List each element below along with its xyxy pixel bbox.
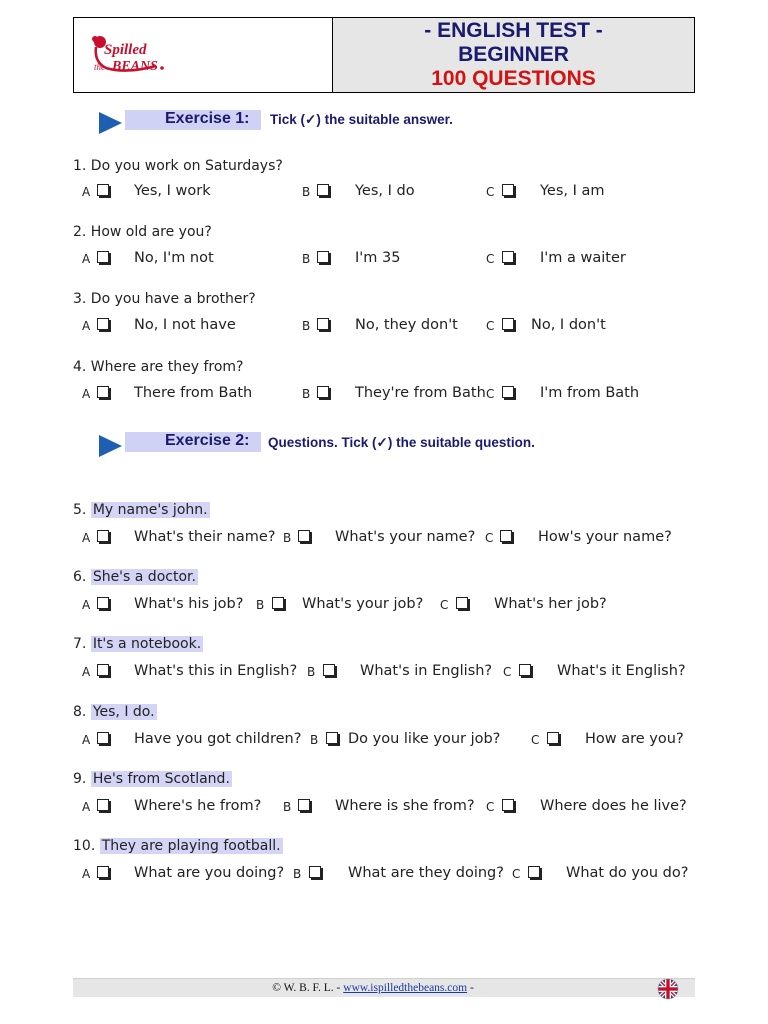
ex2-q6-option-c-letter: C: [512, 867, 521, 881]
ex2-q3-option-a-checkbox[interactable]: [97, 664, 109, 676]
ex1-q4-option-b-text: They're from Bath: [355, 385, 486, 401]
ex2-q6-option-a-text: What are you doing?: [134, 865, 285, 881]
highlighted-statement: My name's john.: [92, 502, 208, 518]
ex1-q2-option-b-text: I'm 35: [355, 250, 401, 266]
ex2-q2-option-a-text: What's his job?: [134, 596, 244, 612]
ex1-q2-option-c-checkbox[interactable]: [502, 251, 514, 263]
logo-cell: [74, 18, 333, 92]
ex2-q5-option-a-text: Where's he from?: [134, 798, 262, 814]
exercise-2-question-8: [73, 704, 157, 720]
exercise-1-question-2: 2. How old are you?: [73, 224, 212, 240]
ex2-q2-option-c-letter: C: [440, 598, 449, 612]
question-number: 5.: [73, 502, 91, 518]
svg-text:BEANS: BEANS: [112, 59, 158, 74]
ex1-q4-option-c-checkbox[interactable]: [502, 386, 514, 398]
test-header: [73, 17, 695, 93]
ex1-q2-option-a-letter: A: [82, 252, 91, 266]
ex1-q2-option-c-letter: C: [486, 252, 495, 266]
exercise-2-question-5: [73, 502, 210, 518]
ex1-q4-option-c-letter: C: [486, 387, 495, 401]
question-number: 10.: [73, 838, 100, 854]
ex2-q5-option-c-text: Where does he live?: [540, 798, 687, 814]
ex1-q3-option-b-text: No, they don't: [355, 317, 458, 333]
ex2-q4-option-c-text: How are you?: [585, 731, 684, 747]
ex2-q5-option-b-text: Where is she from?: [335, 798, 475, 814]
ex2-q1-option-c-text: How's your name?: [538, 529, 672, 545]
ex2-q6-option-c-checkbox[interactable]: [528, 866, 540, 878]
exercise-1-arrow-icon: [99, 112, 122, 134]
ex1-q1-option-c-text: Yes, I am: [540, 183, 605, 199]
ex1-q3-option-a-text: No, I not have: [134, 317, 236, 333]
ex2-q4-option-c-letter: C: [531, 733, 540, 747]
question-number: 7.: [73, 636, 91, 652]
ex1-q1-option-c-checkbox[interactable]: [502, 184, 514, 196]
ex2-q2-option-b-letter: B: [256, 598, 265, 612]
ex1-q4-option-c-text: I'm from Bath: [540, 385, 640, 401]
ex2-q6-option-b-checkbox[interactable]: [309, 866, 321, 878]
ex1-q3-option-c-text: No, I don't: [531, 317, 606, 333]
ex2-q2-option-a-checkbox[interactable]: [97, 597, 109, 609]
ex1-q3-option-b-letter: B: [302, 319, 311, 333]
ex2-q6-option-c-text: What do you do?: [566, 865, 689, 881]
ex1-q4-option-a-text: There from Bath: [134, 385, 253, 401]
ex2-q2-option-c-text: What's her job?: [494, 596, 607, 612]
exercise-2-question-10: [73, 838, 283, 854]
ex2-q3-option-c-letter: C: [503, 665, 512, 679]
ex2-q1-option-c-letter: C: [485, 531, 494, 545]
question-number: 6.: [73, 569, 91, 585]
ex2-q2-option-a-letter: A: [82, 598, 91, 612]
highlighted-statement: It's a notebook.: [92, 636, 202, 652]
ex1-q3-option-c-checkbox[interactable]: [502, 318, 514, 330]
ex1-q1-option-a-checkbox[interactable]: [97, 184, 109, 196]
footer-link[interactable]: www.ispilledthebeans.com: [343, 982, 468, 994]
ex2-q4-option-a-checkbox[interactable]: [97, 732, 109, 744]
ex2-q4-option-b-checkbox[interactable]: [326, 732, 338, 744]
ex1-q2-option-b-letter: B: [302, 252, 311, 266]
question-number: 9.: [73, 771, 91, 787]
ex1-q1-option-b-checkbox[interactable]: [317, 184, 329, 196]
ex2-q6-option-a-letter: A: [82, 867, 91, 881]
ex2-q1-option-a-text: What's their name?: [134, 529, 276, 545]
ex2-q5-option-a-checkbox[interactable]: [97, 799, 109, 811]
ex2-q6-option-b-text: What are they doing?: [348, 865, 504, 881]
ex1-q4-option-b-letter: B: [302, 387, 311, 401]
exercise-2-instruction: Questions. Tick (✓) the suitable question.: [268, 435, 535, 450]
ex2-q4-option-a-letter: A: [82, 733, 91, 747]
ex2-q6-option-b-letter: B: [293, 867, 302, 881]
spilled-the-beans-logo: [86, 32, 170, 76]
question-number: 8.: [73, 704, 91, 720]
ex2-q2-option-b-checkbox[interactable]: [272, 597, 284, 609]
ex2-q5-option-c-checkbox[interactable]: [502, 799, 514, 811]
ex1-q4-option-a-checkbox[interactable]: [97, 386, 109, 398]
ex2-q5-option-c-letter: C: [486, 800, 495, 814]
highlighted-statement: Yes, I do.: [92, 704, 155, 720]
highlighted-statement: He's from Scotland.: [92, 771, 230, 787]
ex2-q6-option-a-checkbox[interactable]: [97, 866, 109, 878]
ex1-q4-option-a-letter: A: [82, 387, 91, 401]
ex1-q3-option-c-letter: C: [486, 319, 495, 333]
ex2-q2-option-b-text: What's your job?: [302, 596, 424, 612]
ex1-q3-option-b-checkbox[interactable]: [317, 318, 329, 330]
ex2-q3-option-b-letter: B: [307, 665, 316, 679]
exercise-1-label: Exercise 1:: [165, 110, 250, 127]
ex1-q1-option-b-text: Yes, I do: [355, 183, 415, 199]
exercise-2-arrow-icon: [99, 435, 122, 457]
title-cell: [333, 18, 694, 92]
highlighted-statement: She's a doctor.: [92, 569, 196, 585]
uk-flag-icon: [657, 978, 679, 1000]
exercise-1-question-3: 3. Do you have a brother?: [73, 291, 256, 307]
ex2-q1-option-c-checkbox[interactable]: [500, 530, 512, 542]
ex2-q1-option-b-text: What's your name?: [335, 529, 476, 545]
exercise-2-label: Exercise 2:: [165, 432, 250, 449]
ex1-q3-option-a-checkbox[interactable]: [97, 318, 109, 330]
ex2-q1-option-a-letter: A: [82, 531, 91, 545]
ex2-q4-option-c-checkbox[interactable]: [547, 732, 559, 744]
ex2-q3-option-b-checkbox[interactable]: [323, 664, 335, 676]
page-footer: [73, 978, 695, 997]
exercise-2-question-9: [73, 771, 232, 787]
title-line-2: BEGINNER: [458, 43, 569, 66]
ex1-q4-option-b-checkbox[interactable]: [317, 386, 329, 398]
ex1-q1-option-b-letter: B: [302, 185, 311, 199]
ex2-q3-option-a-text: What's this in English?: [134, 663, 298, 679]
footer-text: [73, 982, 673, 994]
ex2-q2-option-c-checkbox[interactable]: [456, 597, 468, 609]
ex2-q1-option-a-checkbox[interactable]: [97, 530, 109, 542]
ex2-q5-option-a-letter: A: [82, 800, 91, 814]
ex1-q1-option-a-letter: A: [82, 185, 91, 199]
ex1-q1-option-c-letter: C: [486, 185, 495, 199]
ex2-q1-option-b-letter: B: [283, 531, 292, 545]
title-line-3: 100 QUESTIONS: [431, 67, 596, 90]
ex1-q1-option-a-text: Yes, I work: [134, 183, 211, 199]
ex2-q3-option-a-letter: A: [82, 665, 91, 679]
ex1-q2-option-a-checkbox[interactable]: [97, 251, 109, 263]
exercise-2-question-6: [73, 569, 198, 585]
ex2-q3-option-b-text: What's in English?: [360, 663, 493, 679]
ex2-q5-option-b-letter: B: [283, 800, 292, 814]
ex2-q3-option-c-text: What's it English?: [557, 663, 686, 679]
ex1-q2-option-b-checkbox[interactable]: [317, 251, 329, 263]
ex2-q3-option-c-checkbox[interactable]: [519, 664, 531, 676]
svg-text:Spilled: Spilled: [104, 42, 147, 58]
footer-trail: -: [469, 982, 474, 994]
footer-copyright: © W. B. F. L. -: [272, 982, 341, 994]
highlighted-statement: They are playing football.: [101, 838, 281, 854]
ex2-q4-option-b-text: Do you like your job?: [348, 731, 501, 747]
ex1-q2-option-a-text: No, I'm not: [134, 250, 214, 266]
ex2-q5-option-b-checkbox[interactable]: [298, 799, 310, 811]
ex2-q1-option-b-checkbox[interactable]: [298, 530, 310, 542]
title-line-1: - ENGLISH TEST -: [424, 19, 603, 42]
ex1-q2-option-c-text: I'm a waiter: [540, 250, 626, 266]
ex2-q4-option-b-letter: B: [310, 733, 319, 747]
ex1-q3-option-a-letter: A: [82, 319, 91, 333]
exercise-1-question-1: 1. Do you work on Saturdays?: [73, 158, 283, 174]
exercise-1-question-4: 4. Where are they from?: [73, 359, 244, 375]
svg-text:the: the: [94, 62, 105, 72]
ex2-q4-option-a-text: Have you got children?: [134, 731, 302, 747]
exercise-2-question-7: [73, 636, 203, 652]
exercise-1-instruction: Tick (✓) the suitable answer.: [270, 112, 453, 127]
